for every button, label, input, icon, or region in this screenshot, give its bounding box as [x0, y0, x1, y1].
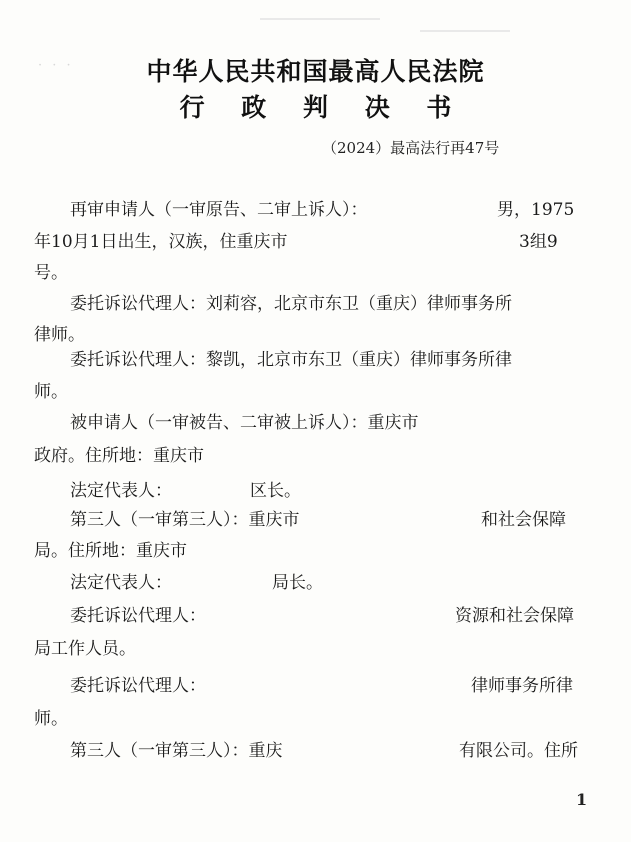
text-segment: 师。	[34, 382, 68, 402]
text-segment: 年10月1日出生，汉族，住重庆市	[34, 232, 288, 252]
text-line	[34, 263, 68, 283]
text-line	[70, 350, 512, 370]
text-segment: 律师。	[34, 325, 85, 345]
text-segment: 委托诉讼代理人：黎凯，北京市东卫（重庆）律师事务所律	[70, 350, 512, 370]
text-line	[70, 481, 172, 501]
text-segment: 3组9	[519, 232, 558, 252]
text-line	[34, 541, 187, 561]
text-line	[497, 200, 574, 220]
text-segment: 政府。住所地：重庆市	[34, 446, 204, 466]
text-line	[34, 382, 68, 402]
text-line	[34, 325, 85, 345]
text-line	[70, 294, 512, 314]
faint-watermark-text: · · ·	[38, 58, 74, 73]
text-line	[471, 676, 573, 696]
text-line	[34, 232, 287, 252]
text-segment: 资源和社会保障	[455, 606, 574, 626]
text-line	[455, 606, 574, 626]
text-segment: 局。住所地：重庆市	[34, 541, 187, 561]
text-line	[70, 413, 419, 433]
text-line	[70, 676, 206, 696]
text-segment: 法定代表人：	[70, 573, 172, 593]
text-line	[272, 573, 323, 593]
text-segment: 号。	[34, 263, 68, 283]
text-line	[70, 741, 283, 761]
text-segment: 局工作人员。	[34, 639, 136, 659]
text-segment: 委托诉讼代理人：	[70, 606, 206, 626]
text-line	[34, 639, 136, 659]
text-line	[250, 481, 301, 501]
text-line	[459, 741, 578, 761]
text-segment: 被申请人（一审被告、二审被上诉人）：重庆市	[70, 413, 419, 433]
text-segment: 法定代表人：	[70, 481, 172, 501]
text-segment: 委托诉讼代理人：	[70, 676, 206, 696]
scan-smudge	[260, 18, 380, 20]
text-line	[70, 200, 368, 220]
text-line	[70, 510, 300, 530]
document-type-heading: 行 政 判 决 书	[179, 93, 466, 122]
text-segment: 和社会保障	[481, 510, 566, 530]
text-line	[34, 446, 204, 466]
text-segment: 局长。	[272, 573, 323, 593]
text-segment: 区长。	[250, 481, 301, 501]
text-line	[34, 709, 68, 729]
page-number: 1	[576, 790, 588, 809]
text-segment: 律师事务所律	[471, 676, 573, 696]
text-line	[519, 232, 558, 252]
text-segment: 第三人（一审第三人）：重庆	[70, 741, 283, 761]
court-name-heading: 中华人民共和国最高人民法院	[146, 57, 485, 86]
text-segment: 师。	[34, 709, 68, 729]
text-segment: 有限公司。住所	[459, 741, 578, 761]
scan-smudge	[420, 30, 510, 32]
text-segment: 第三人（一审第三人）：重庆市	[70, 510, 300, 530]
text-line	[70, 606, 206, 626]
text-line	[70, 573, 172, 593]
case-number: （2024）最高法行再47号	[322, 139, 500, 157]
text-segment: 再审申请人（一审原告、二审上诉人）：	[70, 200, 368, 220]
text-segment: 委托诉讼代理人：刘莉容，北京市东卫（重庆）律师事务所	[70, 294, 512, 314]
text-segment: 男，1975	[497, 200, 575, 220]
text-line	[481, 510, 566, 530]
